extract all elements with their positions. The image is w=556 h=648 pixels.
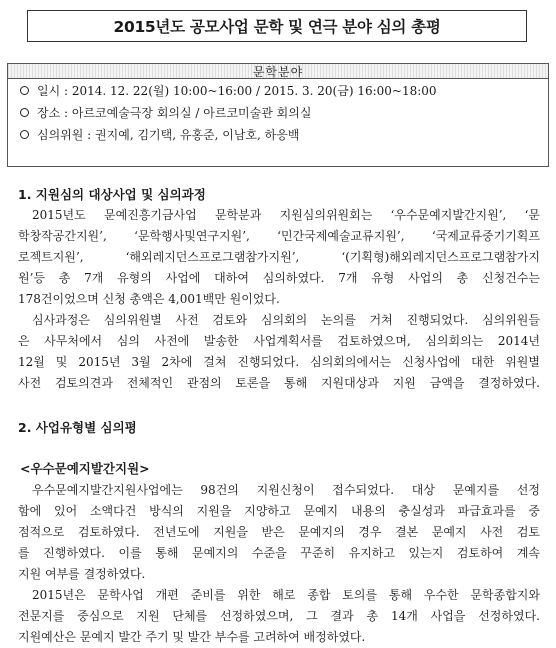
info-row-date xyxy=(8,79,548,101)
circle-bullet-icon xyxy=(20,86,29,95)
paragraph-line: 지원예산은 문예지 발간 주기 및 발간 부수를 고려하여 배정하였다. xyxy=(18,630,366,644)
section1-paragraph-1 xyxy=(18,205,540,310)
paragraph-line: 지원 여부를 결정하였다. xyxy=(18,567,146,581)
section1-paragraph-2 xyxy=(18,310,540,394)
section1-heading: 1. 지원심의 대상사업 및 심의과정 xyxy=(18,187,206,202)
paragraph-line: 우수문예지발간지원사업에는 98건의 지원신청이 접수되었다. 대상 문예지를 선정 xyxy=(32,483,540,497)
section-label xyxy=(8,64,548,79)
paragraph-line: 학창작공간지원’, ‘문학행사및연구지원’, ‘민간국제예술교류지원’, ‘국제교류중기기획프 xyxy=(18,229,540,243)
section2-paragraph-1 xyxy=(18,480,540,585)
paragraph-line: 은 사무처에서 심의 사전에 발송한 사업계획서를 검토하였으며, 심의회의는 2014년 xyxy=(18,334,540,348)
info-row-members xyxy=(8,123,548,145)
paragraph-line: 12월 및 2015년 3월 2차에 걸쳐 진행되었다. 심의회의에서는 신청사업에 대한 위원별 xyxy=(18,355,540,369)
section2-paragraph-2 xyxy=(18,585,540,648)
section2-heading: 2. 사업유형별 심의평 xyxy=(18,420,137,435)
paragraph-line: 사전 검토의견과 전체적인 관점의 토론을 통해 지원대상과 지원 금액을 결정하였다. xyxy=(18,376,540,390)
info-members-text: 심의위원 : 권지예, 김기택, 유홍준, 이남호, 하응백 xyxy=(37,127,300,142)
paragraph-line: 점적으로 검토하였다. 전년도에 지원을 받은 문예지의 경우 결본 문예지 사전 검토 xyxy=(18,525,540,539)
paragraph-line: 함에 있어 소액다건 방식의 지원을 지양하고 문예지 내용의 충실성과 파급효과를 중 xyxy=(18,504,540,518)
circle-bullet-icon xyxy=(20,130,29,139)
paragraph-line: 2015년은 문학사업 개편 준비를 위한 해로 종합 토의를 통해 우수한 문학종합지와 xyxy=(32,588,540,602)
paragraph-line: 전문지를 중심으로 지원 단체를 선정하였으며, 그 결과 총 14개 사업을 선정하였다. xyxy=(18,609,540,623)
paragraph-line: 178건이었으며 신청 총액은 4,001백만 원이었다. xyxy=(18,292,280,306)
section-label-text: 문학분야 xyxy=(252,64,304,79)
document-title xyxy=(27,10,527,42)
document-title-text: 2015년도 공모사업 문학 및 연극 분야 심의 총평 xyxy=(113,18,441,36)
paragraph-line: 를 진행하였다. 이를 통해 문예지의 수준을 꾸준히 유지하고 있는지 검토하여 계속 xyxy=(18,546,540,560)
circle-bullet-icon xyxy=(20,108,29,117)
info-date-text: 일시 : 2014. 12. 22(월) 10:00~16:00 / 2015. 3. 20(금) 16:00~18:00 xyxy=(37,83,437,98)
info-box xyxy=(7,63,549,167)
info-place-text: 장소 : 아르코예술극장 회의실 / 아르코미술관 회의실 xyxy=(37,105,312,120)
paragraph-line: 로젝트지원’, ‘해외레지던스프로그램참가지원’, ‘(기획형)해외레지던스프로그램참가지 xyxy=(18,250,540,264)
section2-subheading: <우수문예지발간지원> xyxy=(20,461,150,476)
paragraph-line: 원’등 총 7개 유형의 사업에 대하여 심의하였다. 7개 유형 사업의 총 신청건수는 xyxy=(18,271,540,285)
paragraph-line: 2015년도 문예진흥기금사업 문학분과 지원심의위원회는 ‘우수문예지발간지원’, ‘문 xyxy=(32,208,540,222)
paragraph-line: 심사과정은 심의위원별 사전 검토와 심의회의 논의를 거쳐 진행되었다. 심의위원들 xyxy=(32,313,540,327)
info-row-place xyxy=(8,101,548,123)
